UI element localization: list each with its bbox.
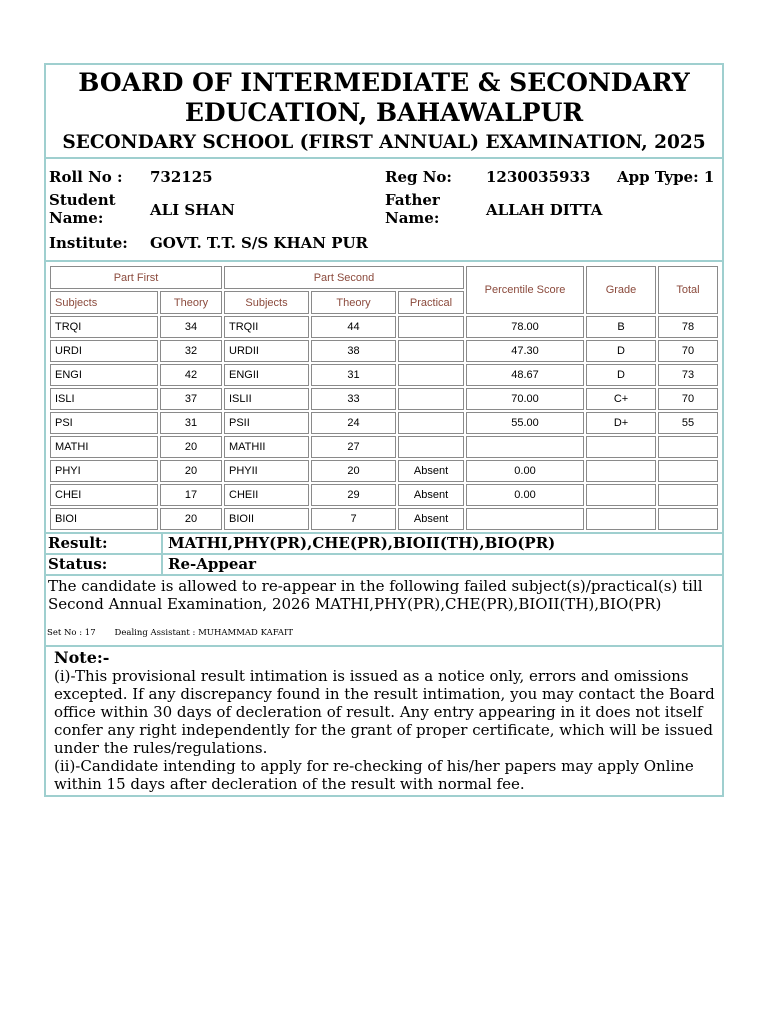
subject-2-cell: PHYII	[224, 460, 309, 482]
percentile-cell: 48.67	[466, 364, 584, 386]
total-cell	[658, 436, 718, 458]
reg-label: Reg No:	[385, 168, 452, 186]
status-label: Status:	[46, 555, 163, 574]
total-cell: 70	[658, 388, 718, 410]
roll-label: Roll No :	[49, 168, 123, 186]
table-row	[50, 388, 718, 410]
table-row	[50, 316, 718, 338]
percentile-cell: 78.00	[466, 316, 584, 338]
reappear-message	[46, 576, 722, 647]
marks-table-wrapper	[46, 262, 722, 534]
app-type: App Type: 1	[617, 168, 715, 186]
subject-1-cell: PSI	[50, 412, 158, 434]
theory-2-cell: 31	[311, 364, 396, 386]
theory-1-cell: 34	[160, 316, 222, 338]
practical-cell: Absent	[398, 460, 464, 482]
grade-cell	[586, 460, 656, 482]
practical-cell	[398, 412, 464, 434]
theory-2-cell: 27	[311, 436, 396, 458]
total-cell: 70	[658, 340, 718, 362]
subject-2-cell: URDII	[224, 340, 309, 362]
percentile-cell: 0.00	[466, 460, 584, 482]
subjects-header-2: Subjects	[224, 291, 309, 314]
student-label-2: Name:	[49, 209, 104, 227]
roll-value: 732125	[150, 168, 213, 186]
subject-1-cell: ISLI	[50, 388, 158, 410]
candidate-info	[46, 159, 722, 262]
father-label-2: Name:	[385, 209, 440, 227]
student-label-1: Student	[49, 191, 116, 209]
theory-2-cell: 7	[311, 508, 396, 530]
table-row	[50, 484, 718, 506]
grade-cell: C+	[586, 388, 656, 410]
practical-cell	[398, 388, 464, 410]
grade-cell: B	[586, 316, 656, 338]
subject-1-cell: BIOI	[50, 508, 158, 530]
institute-label: Institute:	[49, 234, 128, 252]
result-card	[44, 63, 724, 797]
theory-1-cell: 32	[160, 340, 222, 362]
table-row	[50, 364, 718, 386]
subject-1-cell: PHYI	[50, 460, 158, 482]
practical-cell	[398, 340, 464, 362]
practical-cell	[398, 436, 464, 458]
total-cell	[658, 508, 718, 530]
marks-table	[48, 264, 720, 532]
percentile-cell: 0.00	[466, 484, 584, 506]
status-row	[46, 555, 722, 576]
theory-2-cell: 44	[311, 316, 396, 338]
note-heading: Note:-	[54, 648, 110, 667]
subject-1-cell: TRQI	[50, 316, 158, 338]
grade-cell: D	[586, 364, 656, 386]
grade-cell	[586, 508, 656, 530]
theory-header-1: Theory	[160, 291, 222, 314]
note-section	[46, 647, 722, 795]
reg-value: 1230035933	[486, 168, 591, 186]
subject-1-cell: CHEI	[50, 484, 158, 506]
theory-1-cell: 17	[160, 484, 222, 506]
student-value: ALI SHAN	[150, 201, 235, 219]
subjects-header-1: Subjects	[50, 291, 158, 314]
grade-cell: D	[586, 340, 656, 362]
theory-2-cell: 38	[311, 340, 396, 362]
practical-cell: Absent	[398, 484, 464, 506]
grade-cell	[586, 436, 656, 458]
board-title-line2: EDUCATION, BAHAWALPUR	[184, 98, 584, 127]
table-row	[50, 436, 718, 458]
theory-1-cell: 42	[160, 364, 222, 386]
reappear-text: The candidate is allowed to re-appear in the following failed subject(s)/practical(s) till Second Annual Examination, 2026 MATHI,PHY(PR),CHE(PR),BIOII(TH),BIO(PR)	[48, 577, 703, 613]
subject-2-cell: ISLII	[224, 388, 309, 410]
practical-cell	[398, 364, 464, 386]
subject-2-cell: BIOII	[224, 508, 309, 530]
theory-2-cell: 33	[311, 388, 396, 410]
practical-cell: Absent	[398, 508, 464, 530]
set-no: Set No : 17	[47, 628, 96, 638]
percentile-cell: 70.00	[466, 388, 584, 410]
grade-cell: D+	[586, 412, 656, 434]
part-first-header: Part First	[50, 266, 222, 289]
total-cell	[658, 460, 718, 482]
institute-value: GOVT. T.T. S/S KHAN PUR	[150, 234, 369, 252]
result-row	[46, 534, 722, 555]
note-paragraph-1: (i)-This provisional result intimation is issued as a notice only, errors and omissions excepted. If any discrepancy found in the result intimation, you may contact the Board office within 30 days of decleration of result. Any entry appearing in it does not itself confer any right independently for the grant of proper certificate, which will be issued under the rules/regulations.	[54, 667, 715, 757]
total-cell	[658, 484, 718, 506]
footer-info	[47, 624, 293, 642]
result-value: MATHI,PHY(PR),CHE(PR),BIOII(TH),BIO(PR)	[168, 534, 556, 552]
part-second-header: Part Second	[224, 266, 464, 289]
percentile-cell: 55.00	[466, 412, 584, 434]
total-cell: 78	[658, 316, 718, 338]
father-label-1: Father	[385, 191, 440, 209]
subject-2-cell: TRQII	[224, 316, 309, 338]
subject-2-cell: PSII	[224, 412, 309, 434]
subject-1-cell: URDI	[50, 340, 158, 362]
table-row	[50, 508, 718, 530]
theory-1-cell: 31	[160, 412, 222, 434]
theory-2-cell: 20	[311, 460, 396, 482]
total-cell: 73	[658, 364, 718, 386]
theory-1-cell: 37	[160, 388, 222, 410]
percentile-cell	[466, 508, 584, 530]
table-row	[50, 412, 718, 434]
theory-2-cell: 24	[311, 412, 396, 434]
practical-header: Practical	[398, 291, 464, 314]
marks-body	[50, 316, 718, 530]
grade-header: Grade	[586, 266, 656, 314]
board-title-line1: BOARD OF INTERMEDIATE & SECONDARY	[78, 68, 690, 97]
subject-1-cell: MATHI	[50, 436, 158, 458]
grade-cell	[586, 484, 656, 506]
subject-2-cell: MATHII	[224, 436, 309, 458]
theory-1-cell: 20	[160, 508, 222, 530]
theory-header-2: Theory	[311, 291, 396, 314]
percentile-cell	[466, 436, 584, 458]
theory-2-cell: 29	[311, 484, 396, 506]
dealing-assistant: Dealing Assistant : MUHAMMAD KAFAIT	[114, 628, 294, 638]
subject-2-cell: ENGII	[224, 364, 309, 386]
board-header	[46, 65, 722, 159]
note-paragraph-2: (ii)-Candidate intending to apply for re-checking of his/her papers may apply Online within 15 days after decleration of the result with normal fee.	[54, 757, 694, 793]
total-cell: 55	[658, 412, 718, 434]
table-row	[50, 340, 718, 362]
total-header: Total	[658, 266, 718, 314]
practical-cell	[398, 316, 464, 338]
percentile-cell: 47.30	[466, 340, 584, 362]
subject-1-cell: ENGI	[50, 364, 158, 386]
status-value: Re-Appear	[168, 555, 257, 573]
subject-2-cell: CHEII	[224, 484, 309, 506]
exam-title: SECONDARY SCHOOL (FIRST ANNUAL) EXAMINATION, 2025	[62, 132, 706, 153]
table-row	[50, 460, 718, 482]
result-label: Result:	[46, 534, 163, 553]
theory-1-cell: 20	[160, 436, 222, 458]
theory-1-cell: 20	[160, 460, 222, 482]
percentile-header: Percentile Score	[466, 266, 584, 314]
father-value: ALLAH DITTA	[486, 201, 603, 219]
